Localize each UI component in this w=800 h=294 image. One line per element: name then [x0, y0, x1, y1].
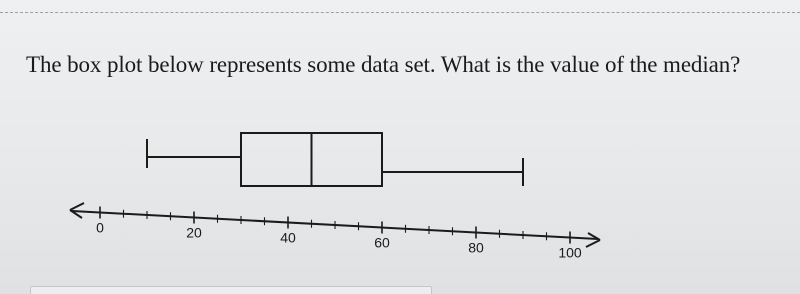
- axis-right-arrow: [586, 233, 600, 247]
- box-plot: [147, 133, 523, 186]
- tick-label: 0: [96, 219, 104, 236]
- tick-label: 60: [374, 234, 390, 251]
- answer-field[interactable]: [30, 286, 432, 294]
- tick-label: 20: [186, 224, 202, 241]
- tick-label: 100: [558, 244, 582, 261]
- number-line-axis: [70, 203, 600, 261]
- question-text: The box plot below represents some data set. What is the value of the median?: [26, 52, 741, 77]
- tick-label: 80: [468, 239, 484, 256]
- tick-label: 40: [280, 229, 296, 246]
